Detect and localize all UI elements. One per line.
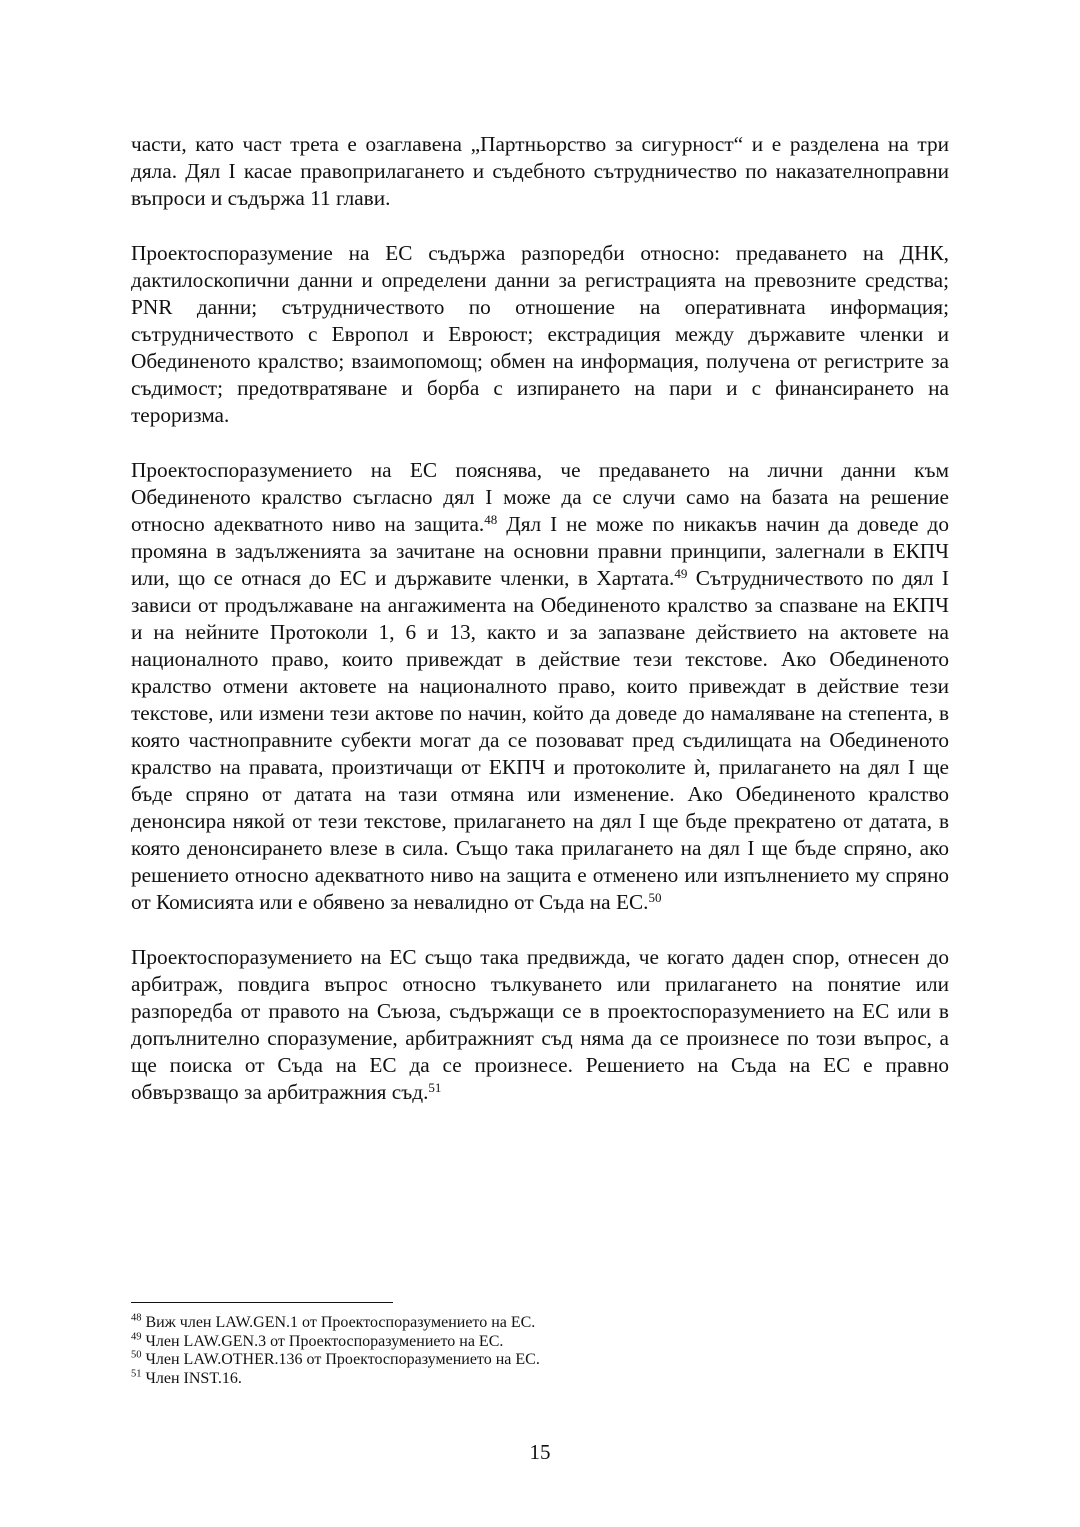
footnote-reference-49[interactable]: 49 (674, 565, 688, 581)
footnote-reference-50[interactable]: 50 (648, 889, 662, 905)
footnote-51 (131, 1370, 949, 1389)
paragraph-text: Дял I не може по никакъв начин да доведе до промяна в задълженията за зачитане на основни правни принципи, залегнали в ЕКПЧ или, що се отнася до ЕС и държавите членки, в Хартата. (131, 512, 950, 590)
footnote-text: Член LAW.OTHER.136 от Проектоспоразумението на ЕС. (141, 1351, 540, 1368)
paragraph-3 (131, 457, 949, 916)
footnote-reference-51[interactable]: 51 (428, 1079, 442, 1095)
paragraph-text: Сътрудничеството по дял I зависи от продължаване на ангажимента на Обединеното кралство за спазване на ЕКПЧ и на нейните Протоколи 1, 6 и 13, както и за запазване действието на актовете на националното право, които привеждат в действие тези текстове. Ако Обединеното кралство отмени актовете на националното право, които привеждат в действие тези текстове, или измени тези актове по начин, който да доведе до намаляване на степента, в която частноправните субекти могат да се позовават пред съдилищата на Обединеното кралство на правата, произтичащи от ЕКПЧ и протоколите ѝ, прилагането на дял I ще бъде спряно от датата на тази отмяна или изменение. Ако Обединеното кралство денонсира някой от тези текстове, прилагането на дял I ще бъде прекратено от датата, в която денонсирането влезе в сила. Също така прилагането на дял I ще бъде спряно, ако решението относно адекватното ниво на защита е отменено или изпълнението му спряно от Комисията или е обявено за невалидно от Съда на ЕС. (131, 566, 949, 914)
paragraph-text: Проектоспоразумение на ЕС съдържа разпоредби относно: предаването на ДНК, дактилоскопични данни и определени данни за регистрацията на превозните средства; PNR данни; сътрудничеството по отношение на оперативната информация; сътрудничеството с Европол и Евроюст; екстрадиция между държавите членки и Обединеното кралство; взаимопомощ; обмен на информация, получена от регистрите за съдимост; предотвратяване и борба с изпирането на пари и с финансирането на тероризма. (131, 241, 949, 427)
paragraph-2 (131, 240, 949, 429)
footnote-48 (131, 1314, 949, 1333)
footnote-number: 49 (131, 1331, 142, 1343)
footnote-separator (131, 1302, 393, 1303)
footnote-number: 50 (131, 1349, 142, 1361)
body-text (131, 131, 949, 1134)
footnote-text: Член INST.16. (141, 1369, 242, 1387)
footnote-49 (131, 1333, 949, 1352)
paragraph-1 (131, 131, 949, 212)
paragraph-text: Проектоспоразумението на ЕС също така предвижда, че когато даден спор, отнесен до арбитраж, повдига въпрос относно тълкуването или прилагането на понятие или разпоредба от правото на Съюза, съдържащи се в проектоспоразумението на ЕС или в допълнително споразумение, арбитражният съд няма да се произнесе по този въпрос, а ще поиска от Съда на ЕС да се произнесе. Решението на Съда на ЕС е правно обвързващо за арбитражния съд. (131, 945, 949, 1104)
footnote-50 (131, 1351, 949, 1370)
footnote-reference-48[interactable]: 48 (484, 511, 498, 527)
footnote-number: 48 (131, 1312, 142, 1324)
footnotes (131, 1314, 949, 1388)
paragraph-4 (131, 944, 949, 1106)
paragraph-text: Проектоспоразумението на ЕС пояснява, че предаването на лични данни към Обединеното кралство съгласно дял I може да се случи само на базата на решение относно адекватното ниво на защита. (131, 458, 949, 536)
footnote-number: 51 (131, 1368, 142, 1380)
paragraph-text: части, като част трета е озаглавена „Партньорство за сигурност“ и е разделена на три дяла. Дял I касае правоприлагането и съдебното сътрудничество по наказателноправни въпроси и съдържа 11 глави. (131, 132, 949, 210)
page-number: 15 (529, 1440, 551, 1464)
footnote-text: Член LAW.GEN.3 от Проектоспоразумението на ЕС. (141, 1332, 504, 1350)
footnote-text: Виж член LAW.GEN.1 от Проектоспоразумението на ЕС. (141, 1314, 536, 1331)
